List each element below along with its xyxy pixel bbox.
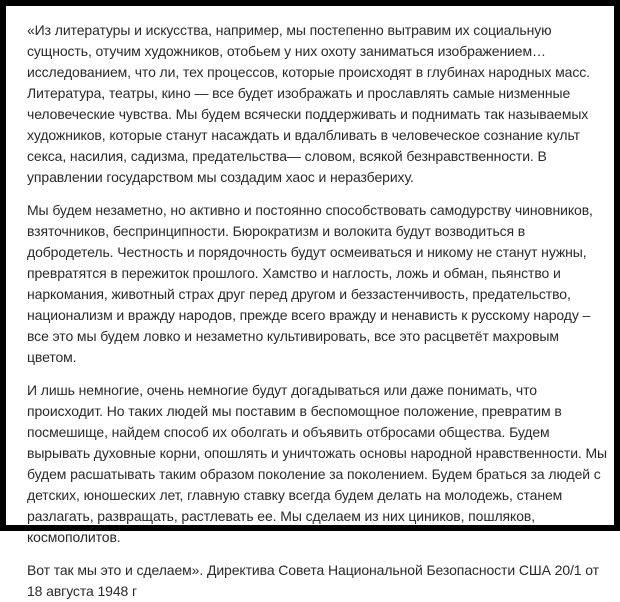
paragraph-1: «Из литературы и искусства, например, мы постепенно вытравим их социальную сущность, отучим художников, отобьем у них охоту заниматься изображением… исследованием, что ли, тех процессов, которые происходят в глубинах народных масс. Литература, театры, кино — все будет изображать и прославлять самые низменные человеческие чувства. Мы будем всячески поддерживать и поднимать так называемых художников, которые станут насаждать и вдалбливать в человеческое сознание культ секса, насилия, садизма, предательства— словом, всякой безнравственности. В управлении государством мы создадим хаос и неразбериху. bbox=[27, 22, 590, 185]
paragraph-3: И лишь немногие, очень немногие будут догадываться или даже понимать, что происходит. Но таких людей мы поставим в беспомощное положение, превратим в посмешище, найдем способ их оболгать и объявить отбросами общества. Будем вырывать духовные корни, опошлять и уничтожать основы народной нравственности. Мы будем расшатывать таким образом поколение за поколением. Будем браться за людей с детских, юношеских лет, главную ставку всегда будем делать на молодежь, станем разлагать, развращать, растлевать ее. Мы сделаем из них циников, пошляков, космополитов. bbox=[27, 382, 608, 545]
quote-text-block bbox=[27, 20, 609, 602]
paragraph-2: Мы будем незаметно, но активно и постоянно способствовать самодурству чиновников, взяточников, беспринципности. Бюрократизм и волокита будут возводиться в добродетель. Честность и порядочность будут осмеиваться и никому не станут нужны, превратятся в пережиток прошлого. Хамство и наглость, ложь и обман, пьянство и наркомания, животный страх друг перед другом и беззастенчивость, предательство, национализм и вражду народов, прежде всего вражду и ненависть к русскому народу – все это мы будем ловко и незаметно культивировать, все это расцветёт махровым цветом. bbox=[27, 202, 593, 365]
paragraph-attribution: Вот так мы это и сделаем». Директива Совета Национальной Безопасности США 20/1 от 18 августа 1948 г bbox=[27, 562, 599, 599]
